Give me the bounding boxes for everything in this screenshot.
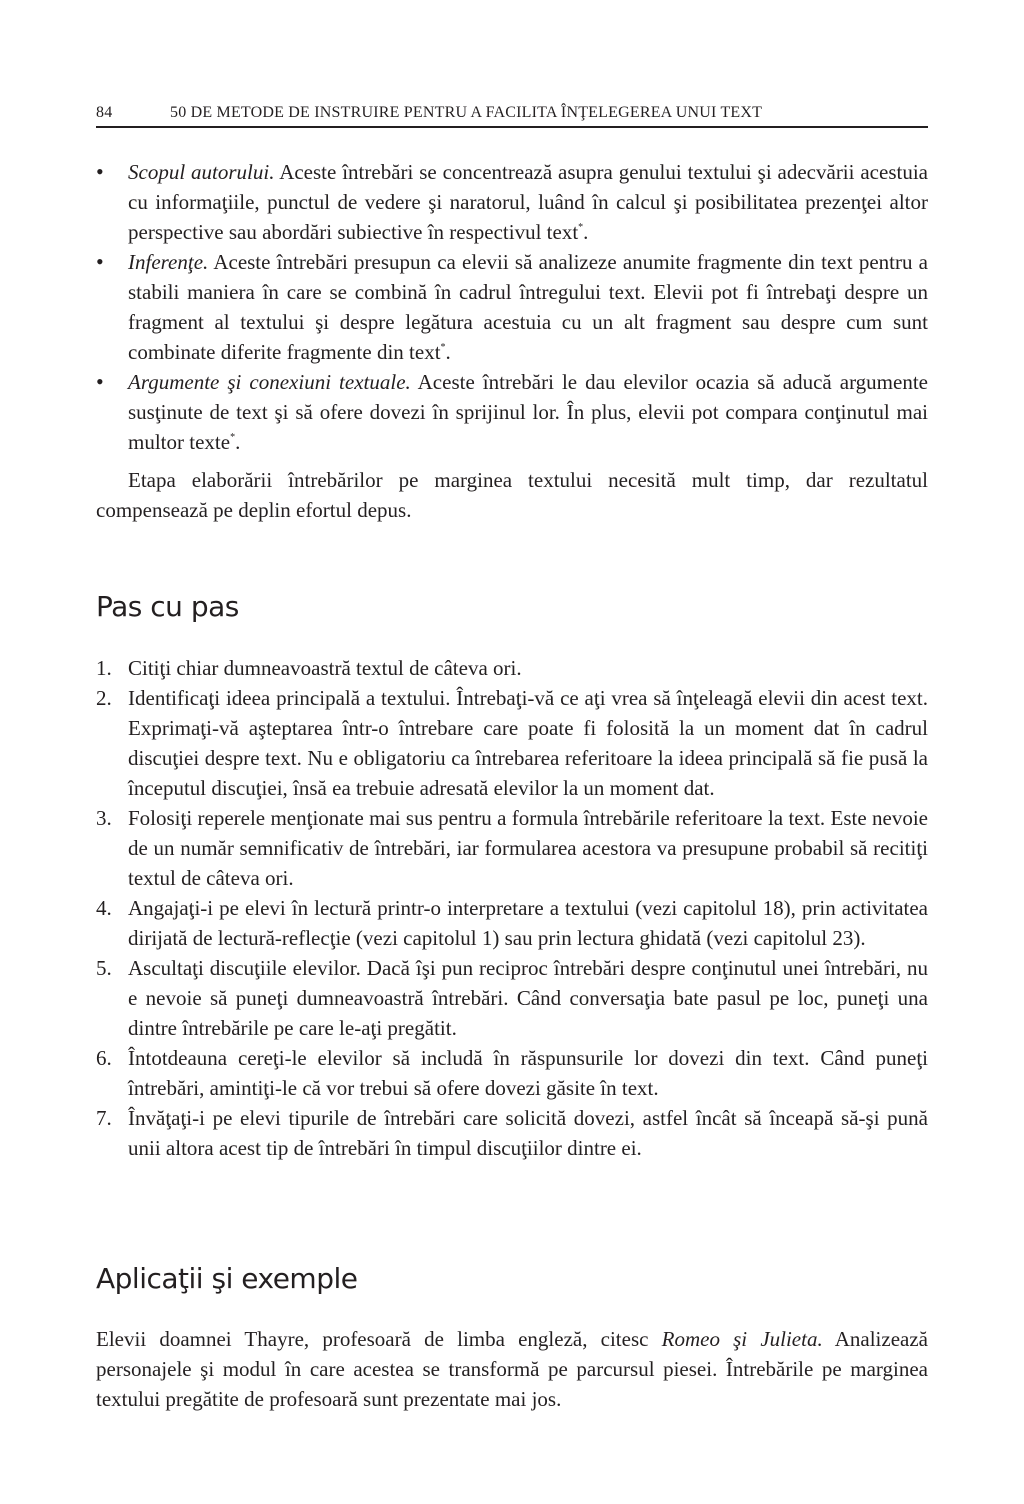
paragraph-text: Analizează personajele şi modul în care acestea se transformă pe parcursul piesei. Întrebările pe marginea textului pregătite de profesoară sunt prezentate mai jos.: [96, 1327, 928, 1411]
work-title: Romeo şi Julieta.: [661, 1327, 823, 1351]
step-text: Ascultaţi discuţiile elevilor. Dacă îşi pun reciproc întrebări despre conţinutul unei întrebări, nu e nevoie să puneţi dumneavoastră întrebări. Când conversaţia bate pasul pe loc, puneţi una dintre întrebările pe care le-aţi pregătit.: [128, 956, 928, 1040]
list-item-end: .: [235, 430, 241, 454]
list-item-term: Inferenţe.: [128, 250, 209, 274]
step-text: Folosiţi reperele menţionate mai sus pentru a formula întrebările referitoare la text. Este nevoie de un număr semnificativ de întrebări, iar formularea acestora va presupune probabil să recitiţi textul de câteva ori.: [128, 806, 928, 890]
list-item-text: Aceste întrebări le dau elevilor ocazia să aducă argumente susţinute de text şi să ofere dovezi în sprijinul lor. În plus, elevii pot compara conţinutul mai multor texte: [128, 370, 928, 454]
step-text: Citiţi chiar dumneavoastră textul de câteva ori.: [128, 656, 522, 680]
step-number: 3.: [96, 806, 112, 830]
book-title: 50 DE METODE DE INSTRUIRE PENTRU A FACILITA ÎNŢELEGEREA UNUI TEXT: [170, 104, 763, 121]
list-item: [96, 367, 928, 457]
step-number: 1.: [96, 656, 112, 680]
step-text: Angajaţi-i pe elevi în lectură printr-o interpretare a textului (vezi capitolul 18), prin activitatea dirijată de lectură-reflecţie (vezi capitolul 1) sau prin lectura ghidată (vezi capitolul 23).: [128, 896, 928, 950]
step-item: [96, 1043, 928, 1103]
footnote-mark: *: [578, 222, 584, 233]
list-item: [96, 157, 928, 247]
step-text: Identificaţi ideea principală a textului. Întrebaţi-vă ce aţi vrea să înţeleagă elevii din acest text. Exprimaţi-vă aşteptarea într-o întrebare care poate fi folosită la un moment dat în cadrul discuţiei despre text. Nu e obligatoriu ca întrebarea referitoare la ideea principală să fie pusă la începutul discuţiei, însă ea trebuie adresată elevilor la un moment dat.: [128, 686, 928, 800]
list-item-end: .: [583, 220, 589, 244]
step-number: 7.: [96, 1106, 112, 1130]
step-item: [96, 1103, 928, 1163]
steps-list: [96, 653, 928, 1163]
question-types-list: [96, 157, 928, 457]
paragraph: [96, 1324, 928, 1414]
step-item: [96, 803, 928, 893]
step-item: [96, 893, 928, 953]
step-number: 2.: [96, 686, 112, 710]
paragraph-text: Elevii doamnei Thayre, profesoară de limba engleză, citesc: [96, 1327, 662, 1351]
list-item-text: Aceste întrebări presupun ca elevii să analizeze anumite fragmente din text pentru a stabili maniera în care se combină în cadrul întregului text. Elevii pot fi întrebaţi despre un fragment al textului şi despre legătura acestuia cu un alt fragment sau despre cum sunt combinate diferite fragmente din text: [128, 250, 928, 364]
step-text: Întotdeauna cereţi-le elevilor să includă în răspunsurile lor dovezi din text. Când puneţi întrebări, amintiţi-le că vor trebui să ofere dovezi găsite în text.: [128, 1046, 928, 1100]
section-heading-step-by-step: Pas cu pas: [96, 590, 239, 623]
paragraph: Etapa elaborării întrebărilor pe marginea textului necesită mult timp, dar rezultatul compensează pe deplin efortul depus.: [96, 468, 928, 522]
list-item-term: Argumente şi conexiuni textuale.: [128, 370, 411, 394]
page-number: 84: [96, 104, 113, 121]
step-number: 6.: [96, 1046, 112, 1070]
section-heading-applications: Aplicaţii şi exemple: [96, 1262, 358, 1295]
list-item-text: Aceste întrebări se concentrează asupra genului textului şi adecvării acestuia cu informaţiile, punctul de vedere şi naratorul, luând în calcul şi posibilitatea prezenţei altor perspective sau abordări subiective în respectivul text: [128, 160, 928, 244]
step-number: 5.: [96, 956, 112, 980]
footnote-mark: *: [440, 342, 446, 353]
list-item-end: .: [445, 340, 451, 364]
running-header: [96, 102, 928, 128]
footnote-mark: *: [230, 432, 236, 443]
list-item-term: Scopul autorului.: [128, 160, 275, 184]
step-item: [96, 683, 928, 803]
step-text: Învăţaţi-i pe elevi tipurile de întrebări care solicită dovezi, astfel încât să înceapă să-şi pună unii altora acest tip de întrebări în timpul discuţiilor dintre ei.: [128, 1106, 928, 1160]
step-item: [96, 653, 928, 683]
list-item: [96, 247, 928, 367]
step-number: 4.: [96, 896, 112, 920]
step-item: [96, 953, 928, 1043]
